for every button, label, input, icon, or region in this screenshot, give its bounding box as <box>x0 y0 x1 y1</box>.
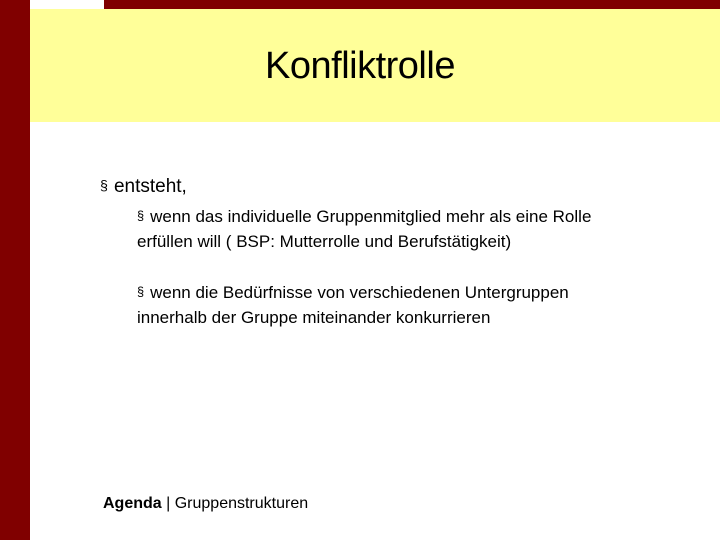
slide-footer <box>103 493 308 515</box>
bullet-marker: § <box>100 178 108 194</box>
bullet-marker: § <box>137 208 145 223</box>
bullet-marker: § <box>137 284 145 299</box>
footer-section: Agenda <box>103 495 162 512</box>
bullet-level2 <box>137 203 597 254</box>
bullet-level2 <box>137 279 597 330</box>
footer-topic: Gruppenstrukturen <box>174 495 309 512</box>
bullet-level1 <box>100 174 187 199</box>
bullet-text: wenn das individuelle Gruppenmitglied mehr als eine Rolle erfüllen will ( BSP: Mutterrolle und Berufstätigkeit) <box>137 207 592 251</box>
bullet-text: entsteht, <box>113 176 187 197</box>
footer-separator: | <box>161 495 175 512</box>
bullet-text: wenn die Bedürfnisse von verschiedenen Untergruppen innerhalb der Gruppe miteinander konkurrieren <box>137 283 569 327</box>
slide-title: Konfliktrolle <box>265 45 455 87</box>
